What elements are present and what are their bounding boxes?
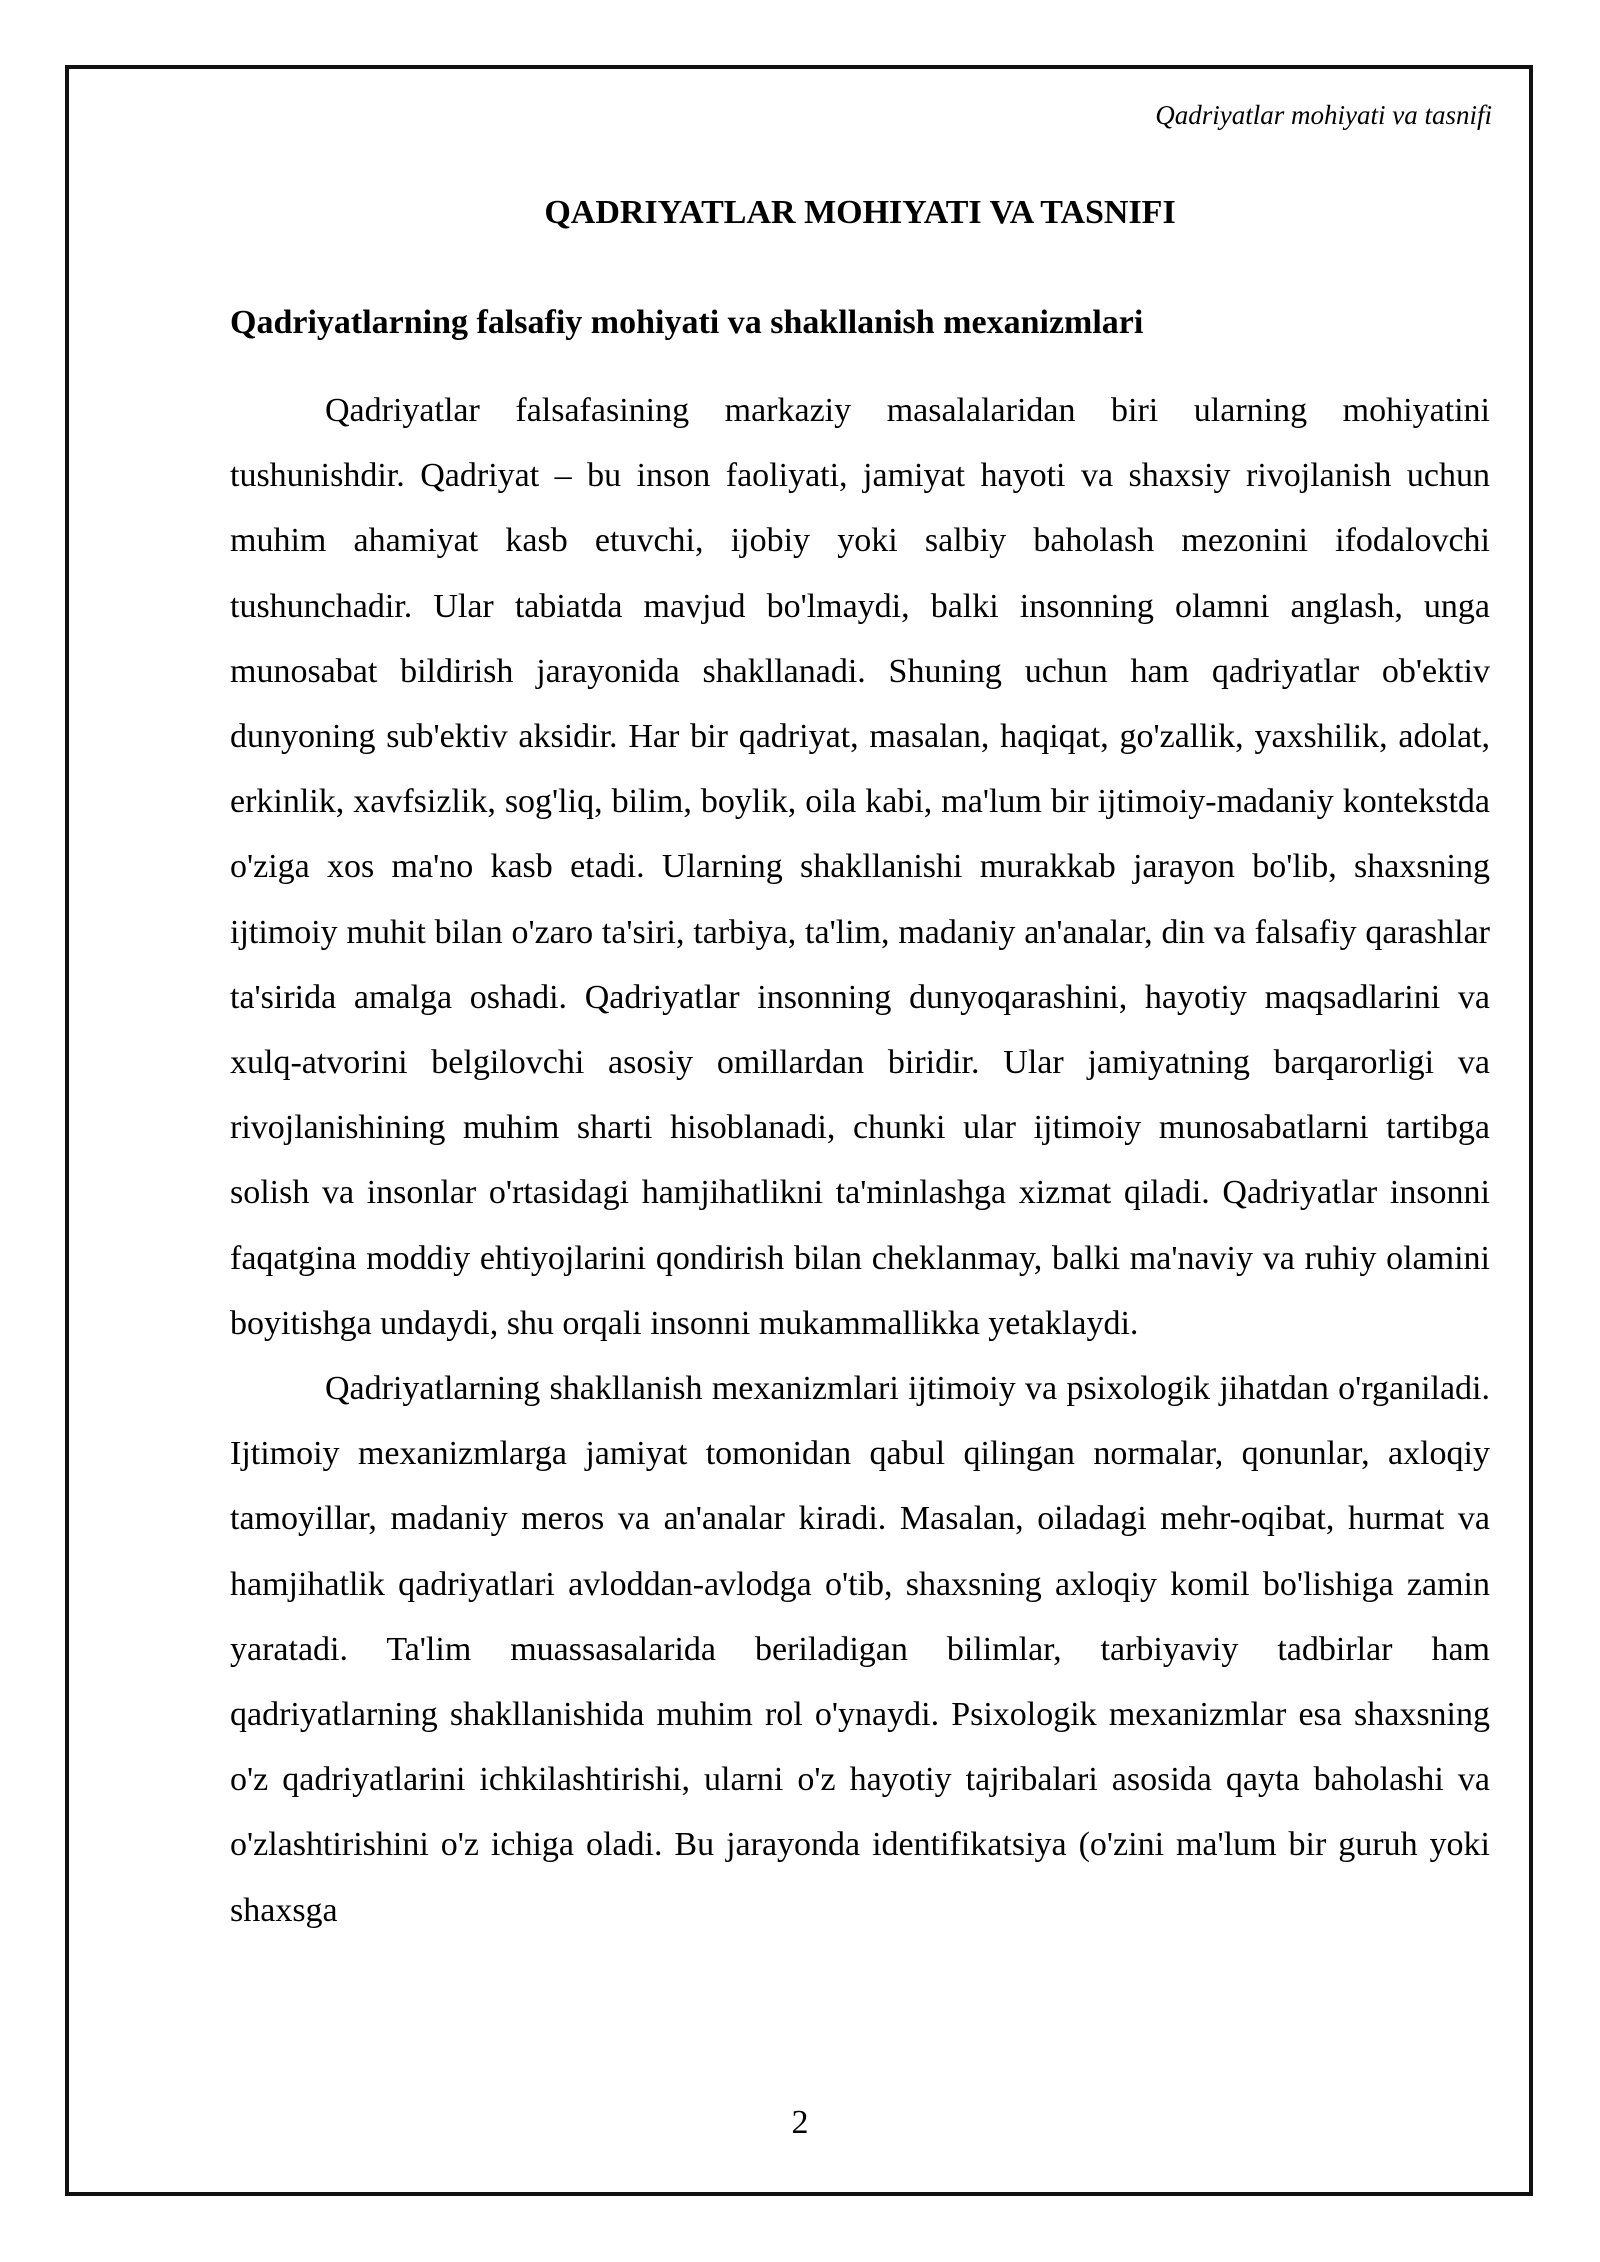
running-header: Qadriyatlar mohiyati va tasnifi: [1155, 100, 1492, 130]
page-title: QADRIYATLAR MOHIYATI VA TASNIFI: [544, 194, 1176, 231]
page-number: 2: [791, 2104, 809, 2141]
body-text: [230, 378, 1490, 1943]
paragraph-2: Qadriyatlarning shakllanish mexanizmlari ijtimoiy va psixologik jihatdan o'rganiladi. Ijtimoiy mexanizmlarga jamiyat tomonidan qabul qilingan normalar, qonunlar, axloqiy tamoyillar, madaniy meros va an'analar kiradi. Masalan, oiladagi mehr-oqibat, hurmat va hamjihatlik qadriyatlari avloddan-avlodga o'tib, shaxsning axloqiy komil bo'lishiga zamin yaratadi. Ta'lim muassasalarida beriladigan bilimlar, tarbiyaviy tadbirlar ham qadriyatlarning shakllanishida muhim rol o'ynaydi. Psixologik mexanizmlar esa shaxsning o'z qadriyatlarini ichkilashtirishi, ularni o'z hayotiy tajribalari asosida qayta baholashi va o'zlashtirishini o'z ichiga oladi. Bu jarayonda identifikatsiya (o'zini ma'lum bir guruh yoki shaxsga: [230, 1370, 1490, 1929]
paragraph-1: Qadriyatlar falsafasining markaziy masalalaridan biri ularning mohiyatini tushunishdir. Qadriyat – bu inson faoliyati, jamiyat hayoti va shaxsiy rivojlanish uchun muhim ahamiyat kasb etuvchi, ijobiy yoki salbiy baholash mezonini ifodalovchi tushunchadir. Ular tabiatda mavjud bo'lmaydi, balki insonning olamni anglash, unga munosabat bildirish jarayonida shakllanadi. Shuning uchun ham qadriyatlar ob'ektiv dunyoning sub'ektiv aksidir. Har bir qadriyat, masalan, haqiqat, go'zallik, yaxshilik, adolat, erkinlik, xavfsizlik, sog'liq, bilim, boylik, oila kabi, ma'lum bir ijtimoiy-madaniy kontekstda o'ziga xos ma'no kasb etadi. Ularning shakllanishi murakkab jarayon bo'lib, shaxsning ijtimoiy muhit bilan o'zaro ta'siri, tarbiya, ta'lim, madaniy an'analar, din va falsafiy qarashlar ta'sirida amalga oshadi. Qadriyatlar insonning dunyoqarashini, hayotiy maqsadlarini va xulq-atvorini belgilovchi asosiy omillardan biridir. Ular jamiyatning barqarorligi va rivojlanishining muhim sharti hisoblanadi, chunki ular ijtimoiy munosabatlarni tartibga solish va insonlar o'rtasidagi hamjihatlikni ta'minlashga xizmat qiladi. Qadriyatlar insonni faqatgina moddiy ehtiyojlarini qondirish bilan cheklanmay, balki ma'naviy va ruhiy olamini boyitishga undaydi, shu orqali insonni mukammallikka yetaklaydi.: [230, 392, 1490, 1342]
section-heading: Qadriyatlarning falsafiy mohiyati va shakllanish mexanizmlari: [230, 304, 1144, 341]
